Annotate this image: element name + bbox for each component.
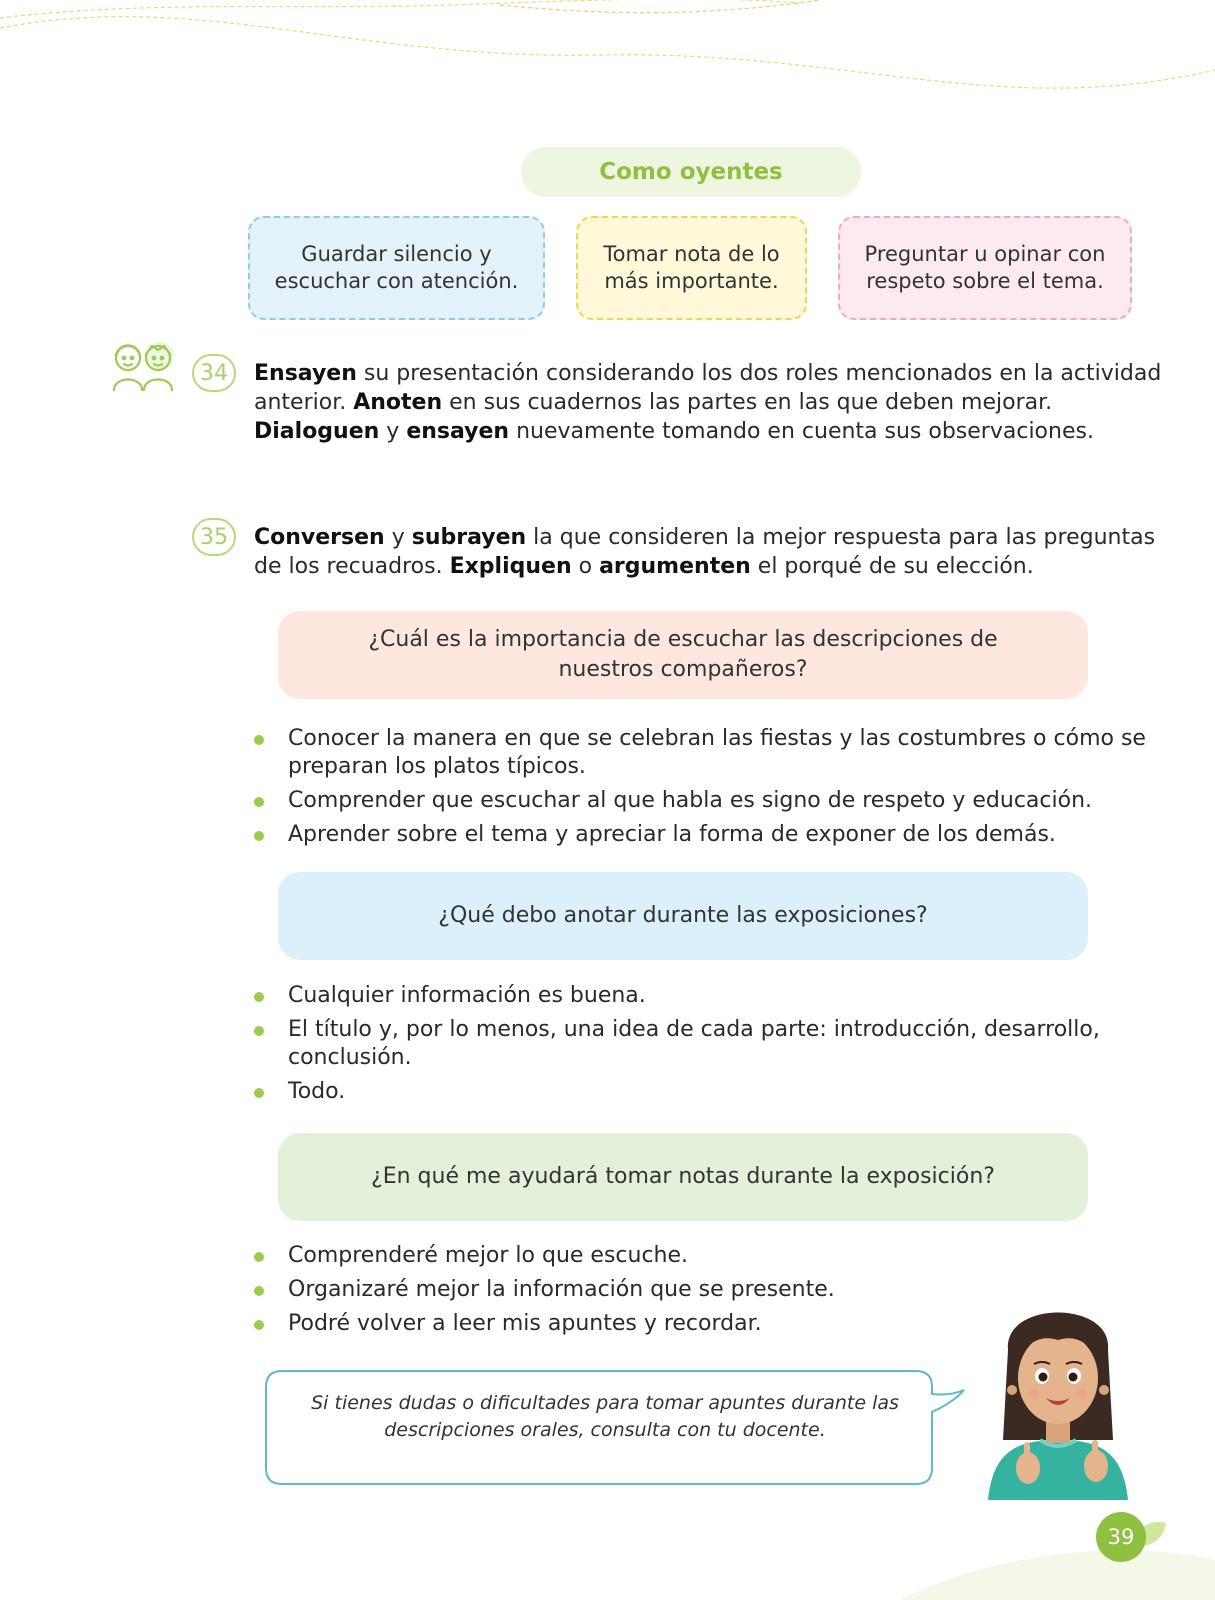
instruction-text: o: [571, 554, 600, 579]
answer-text: Comprender que escuchar al que habla es signo de respeto y educación.: [288, 788, 1093, 813]
answer-list-1: [252, 725, 1152, 855]
instruction-verb: ensayen: [406, 419, 510, 444]
bullet-icon: [254, 1026, 264, 1036]
instruction-text: y: [379, 419, 407, 444]
answer-text: Comprenderé mejor lo que escuche.: [288, 1243, 689, 1268]
answer-text: Todo.: [288, 1079, 346, 1104]
role-box-ask-opinion: Preguntar u opinar con respeto sobre el tema.: [838, 216, 1132, 320]
answer-text: Cualquier información es buena.: [288, 983, 646, 1008]
answer-list-2: [252, 982, 1152, 1112]
answer-option[interactable]: [252, 982, 1152, 1010]
instruction-verb: subrayen: [411, 525, 527, 550]
answer-text: Aprender sobre el tema y apreciar la forma de exponer de los demás.: [288, 822, 1056, 847]
answer-text: El título y, por lo menos, una idea de cada parte: introducción, desarrollo, conclusión.: [288, 1017, 1100, 1070]
instruction-text: nuevamente tomando en cuenta sus observaciones.: [509, 419, 1094, 444]
answer-option[interactable]: [252, 1078, 1152, 1106]
bullet-icon: [254, 1286, 264, 1296]
instruction-verb: Dialoguen: [254, 419, 380, 444]
question-box-what-to-note: ¿Qué debo anotar durante las exposiciones?: [278, 872, 1088, 960]
instruction-verb: Ensayen: [254, 361, 357, 386]
instruction-verb: Expliquen: [449, 554, 572, 579]
bullet-icon: [254, 1252, 264, 1262]
listeners-title: Como oyentes: [521, 147, 861, 197]
instruction-text: el porqué de su elección.: [750, 554, 1034, 579]
instruction-text: la que consideren la mejor respuesta para las preguntas de los recuadros.: [254, 525, 1156, 579]
instruction-verb: Conversen: [254, 525, 385, 550]
answer-text: Organizaré mejor la información que se presente.: [288, 1277, 835, 1302]
answer-option[interactable]: [252, 1242, 1152, 1270]
answer-option[interactable]: [252, 1016, 1152, 1072]
question-box-importance: ¿Cuál es la importancia de escuchar las descripciones de nuestros compañeros?: [278, 611, 1088, 699]
activity-35-text: [254, 523, 1164, 581]
top-wave-decoration: [0, 0, 1215, 110]
instruction-text: en sus cuadernos las partes en las que deben mejorar.: [442, 390, 1053, 415]
activity-34-text: [254, 359, 1164, 446]
answer-text: Podré volver a leer mis apuntes y recordar.: [288, 1311, 762, 1336]
bullet-icon: [254, 992, 264, 1002]
answer-option[interactable]: [252, 821, 1152, 849]
bullet-icon: [254, 797, 264, 807]
instruction-verb: argumenten: [599, 554, 751, 579]
girl-illustration: [978, 1290, 1138, 1500]
activity-number-35: 35: [192, 518, 236, 556]
role-box-silence: Guardar silencio y escuchar con atención.: [248, 216, 545, 320]
question-box-how-notes-help: ¿En qué me ayudará tomar notas durante la exposición?: [278, 1133, 1088, 1221]
instruction-text: su presentación considerando los dos roles mencionados en la actividad anterior.: [254, 361, 1162, 415]
bullet-icon: [254, 1088, 264, 1098]
activity-number-34: 34: [192, 354, 236, 392]
bottom-wave-decoration: [0, 1520, 1215, 1600]
bullet-icon: [254, 831, 264, 841]
answer-text: Conocer la manera en que se celebran las fiestas y las costumbres o cómo se preparan los platos típicos.: [288, 726, 1146, 779]
answer-option[interactable]: [252, 725, 1152, 781]
tip-text: Si tienes dudas o dificultades para tomar apuntes durante las descripciones orales, consulta con tu docente.: [311, 1392, 899, 1441]
kids-icon: [108, 338, 178, 396]
page-number: 39: [1096, 1512, 1146, 1562]
role-box-take-notes: Tomar nota de lo más importante.: [576, 216, 807, 320]
instruction-text: y: [384, 525, 412, 550]
instruction-verb: Anoten: [353, 390, 443, 415]
bullet-icon: [254, 735, 264, 745]
answer-option[interactable]: [252, 787, 1152, 815]
bullet-icon: [254, 1320, 264, 1330]
